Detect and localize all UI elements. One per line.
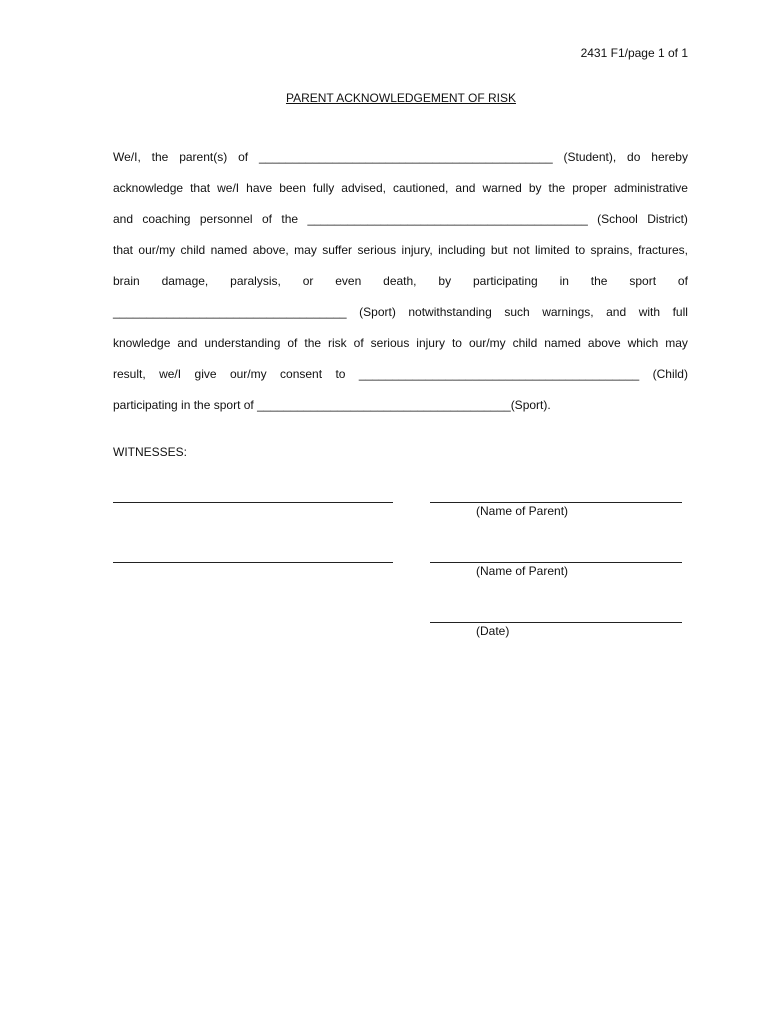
paragraph-line-8 bbox=[113, 366, 688, 382]
paragraph-word: not bbox=[512, 243, 530, 257]
paragraph-word: limited bbox=[535, 243, 570, 257]
paragraph-word: and bbox=[177, 336, 198, 350]
paragraph-word: warnings, bbox=[542, 305, 594, 319]
paragraph-word: warned bbox=[482, 181, 522, 195]
paragraph-word: may bbox=[665, 336, 688, 350]
paragraph-word: consent bbox=[280, 367, 323, 381]
paragraph-line-1 bbox=[113, 149, 688, 165]
paragraph-word: participating bbox=[472, 274, 538, 288]
paragraph-word: our/my bbox=[229, 367, 267, 381]
witness-signature-line-1 bbox=[113, 502, 393, 503]
paragraph-word: (Child) bbox=[652, 367, 688, 381]
paragraph-word: cautioned, bbox=[392, 181, 449, 195]
paragraph-word: (Student), bbox=[563, 150, 617, 164]
paragraph-word: such bbox=[504, 305, 530, 319]
paragraph-word: by bbox=[438, 274, 452, 288]
paragraph-word: have bbox=[246, 181, 273, 195]
paragraph-word: paralysis, bbox=[230, 274, 281, 288]
form-reference: 2431 F1/page 1 of 1 bbox=[580, 46, 688, 60]
paragraph-word: damage, bbox=[161, 274, 209, 288]
paragraph-word: of bbox=[353, 336, 364, 350]
paragraph-word: give bbox=[194, 367, 217, 381]
paragraph-word: and bbox=[455, 181, 476, 195]
paragraph-word: to bbox=[335, 367, 346, 381]
paragraph-word: sprains, bbox=[590, 243, 633, 257]
paragraph-word: __________________________________________ bbox=[358, 367, 640, 381]
witness-signature-line-2 bbox=[113, 562, 393, 563]
paragraph-word: brain bbox=[113, 274, 140, 288]
paragraph-word: child bbox=[512, 336, 538, 350]
paragraph-word: our/my bbox=[468, 336, 506, 350]
paragraph-word: personnel bbox=[199, 212, 253, 226]
paragraph-word: fractures, bbox=[637, 243, 688, 257]
paragraph-word: we/I bbox=[217, 181, 240, 195]
paragraph-word: notwithstanding bbox=[408, 305, 492, 319]
paragraph-word: to bbox=[575, 243, 586, 257]
paragraph-word: the bbox=[548, 181, 566, 195]
paragraph-word: but bbox=[490, 243, 508, 257]
paragraph-word: the bbox=[304, 336, 322, 350]
paragraph-word: the bbox=[590, 274, 608, 288]
paragraph-word: __________________________________________ bbox=[307, 212, 588, 226]
paragraph-word: injury, bbox=[401, 243, 433, 257]
paragraph-word: of bbox=[287, 336, 298, 350]
date-line bbox=[430, 622, 682, 623]
paragraph-word: fully bbox=[312, 181, 335, 195]
paragraph-word: advised, bbox=[341, 181, 386, 195]
paragraph-word: may bbox=[294, 243, 317, 257]
paragraph-word: named bbox=[544, 336, 581, 350]
paragraph-word: including bbox=[438, 243, 486, 257]
paragraph-word: we/I bbox=[159, 367, 182, 381]
paragraph-word: to bbox=[451, 336, 462, 350]
paragraph-line-6 bbox=[113, 304, 688, 320]
paragraph-word: ____________________________________________ bbox=[258, 150, 553, 164]
paragraph-word: injury bbox=[416, 336, 445, 350]
paragraph-word: serious bbox=[357, 243, 397, 257]
document-title: PARENT ACKNOWLEDGEMENT OF RISK bbox=[285, 91, 517, 105]
paragraph-line-3 bbox=[113, 211, 688, 227]
paragraph-word: that bbox=[190, 181, 211, 195]
paragraph-line-5 bbox=[113, 273, 688, 289]
paragraph-word: ___________________________________ bbox=[113, 305, 347, 319]
paragraph-word: above, bbox=[252, 243, 289, 257]
paragraph-word: coaching bbox=[142, 212, 191, 226]
paragraph-line-2 bbox=[113, 180, 688, 196]
paragraph-line-9: participating in the sport of ______________________________________(Sport). bbox=[113, 398, 551, 412]
paragraph-word: which bbox=[627, 336, 659, 350]
paragraph-word: sport bbox=[629, 274, 657, 288]
paragraph-word: death, bbox=[383, 274, 417, 288]
paragraph-word: understanding bbox=[204, 336, 281, 350]
paragraph-word: (Sport) bbox=[359, 305, 396, 319]
paragraph-word: and bbox=[113, 212, 134, 226]
paragraph-word: suffer bbox=[322, 243, 353, 257]
paragraph-word: the bbox=[281, 212, 299, 226]
paragraph-word: that bbox=[113, 243, 134, 257]
paragraph-word: do bbox=[627, 150, 641, 164]
paragraph-word: We/I, bbox=[113, 150, 141, 164]
witnesses-label: WITNESSES: bbox=[113, 445, 188, 459]
paragraph-word: with bbox=[638, 305, 661, 319]
paragraph-line-7 bbox=[113, 335, 688, 351]
paragraph-word: hereby bbox=[651, 150, 688, 164]
paragraph-word: District) bbox=[647, 212, 688, 226]
paragraph-word: administrative bbox=[613, 181, 688, 195]
paragraph-word: of bbox=[261, 212, 272, 226]
paragraph-word: named bbox=[210, 243, 248, 257]
paragraph-word: or bbox=[302, 274, 314, 288]
paragraph-word: our/my bbox=[138, 243, 176, 257]
paragraph-word: acknowledge bbox=[113, 181, 184, 195]
paragraph-word: (School bbox=[597, 212, 638, 226]
parent-signature-line-1 bbox=[430, 502, 682, 503]
paragraph-word: child bbox=[180, 243, 206, 257]
paragraph-word: result, bbox=[113, 367, 146, 381]
paragraph-word: parent(s) bbox=[179, 150, 228, 164]
parent-name-caption-2: (Name of Parent) bbox=[476, 564, 569, 578]
paragraph-line-4 bbox=[113, 242, 688, 258]
paragraph-word: serious bbox=[370, 336, 410, 350]
paragraph-word: of bbox=[677, 274, 688, 288]
paragraph-word: by bbox=[528, 181, 542, 195]
paragraph-word: risk bbox=[328, 336, 347, 350]
paragraph-word: proper bbox=[572, 181, 607, 195]
paragraph-word: been bbox=[279, 181, 306, 195]
paragraph-word: the bbox=[151, 150, 169, 164]
paragraph-word: in bbox=[559, 274, 569, 288]
paragraph-word: and bbox=[606, 305, 627, 319]
paragraph-word: full bbox=[672, 305, 688, 319]
paragraph-word: knowledge bbox=[113, 336, 171, 350]
paragraph-word: of bbox=[238, 150, 249, 164]
parent-signature-line-2 bbox=[430, 562, 682, 563]
paragraph-word: above bbox=[587, 336, 621, 350]
date-caption: (Date) bbox=[476, 624, 510, 638]
paragraph-word: even bbox=[335, 274, 362, 288]
parent-name-caption-1: (Name of Parent) bbox=[476, 504, 569, 518]
